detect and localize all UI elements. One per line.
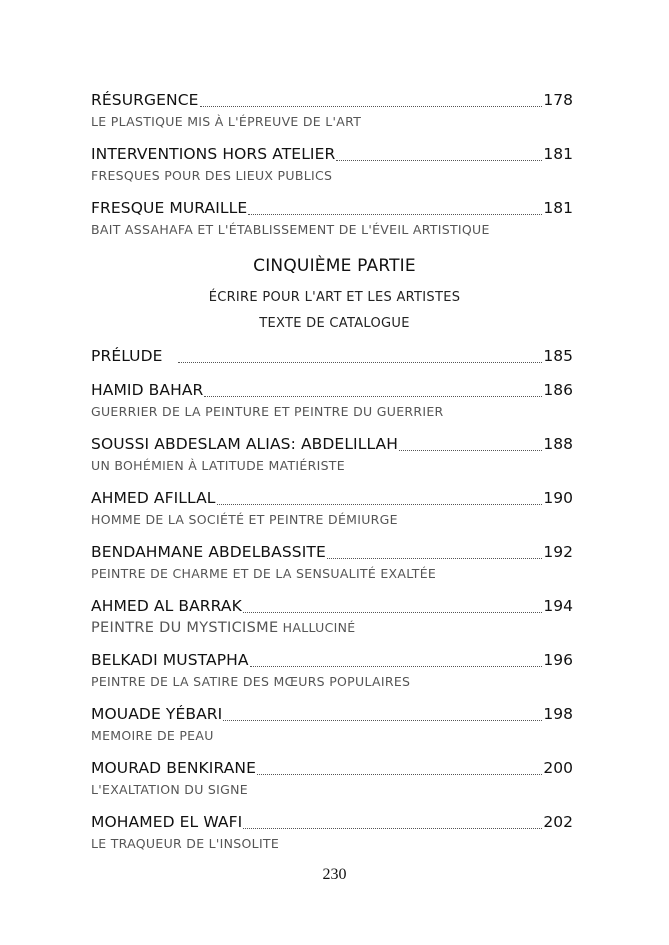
toc-entry-subtitle: LE TRAQUEUR DE L'INSOLITE [91,836,280,851]
subtitle-small-part: HALLUCINÉ [278,620,356,635]
toc-entry-page: 178 [543,91,573,109]
toc-entry[interactable] [91,541,573,583]
toc-entry-line [91,757,573,779]
dot-leader [178,361,543,363]
toc-entry-page: 196 [543,651,573,669]
toc-entry-subtitle: BAIT ASSAHAFA ET L'ÉTABLISSEMENT DE L'ÉVEIL ARTISTIQUE [91,222,490,237]
toc-entry-line [91,811,573,833]
dot-leader [217,503,543,505]
toc-entry-subtitle: GUERRIER DE LA PEINTURE ET PEINTRE DU GUERRIER [91,404,444,419]
toc-entry-title: HAMID BAHAR [91,381,204,399]
toc-entry-title: FRESQUE MURAILLE [91,199,248,217]
toc-entry-title: INTERVENTIONS HORS ATELIER [91,145,336,163]
part-title: CINQUIÈME PARTIE [253,256,416,276]
dot-leader [243,611,543,613]
toc-entry-line [91,89,573,111]
dot-leader [243,827,542,829]
toc-entry-title: MOHAMED EL WAFI [91,813,243,831]
toc-entry[interactable] [91,379,573,421]
dot-leader [200,105,543,107]
dot-leader [250,665,543,667]
toc-entry-page: 200 [543,759,573,777]
toc-entry-page: 198 [543,705,573,723]
toc-entry-subtitle: UN BOHÉMIEN À LATITUDE MATIÉRISTE [91,458,345,473]
toc-entry[interactable] [91,811,573,853]
toc-entry[interactable] [91,143,573,185]
toc-entry-page: 188 [543,435,573,453]
dot-leader [223,719,542,721]
toc-entry-line [91,541,573,563]
toc-entry[interactable] [91,433,573,475]
toc-entry-title: MOUADE YÉBARI [91,705,223,723]
toc-entry-page: 185 [543,347,573,365]
toc-entry[interactable] [91,703,573,745]
dot-leader [204,395,542,397]
dot-leader [327,557,543,559]
toc-entry-subtitle: PEINTRE DE CHARME ET DE LA SENSUALITÉ EXALTÉE [91,566,437,581]
toc-entry[interactable] [91,89,573,131]
toc-entry-prelude[interactable] [91,345,573,367]
page-number: 230 [322,866,347,883]
dot-leader [248,213,542,215]
toc-entry-subtitle [91,619,573,637]
toc-entry-page: 186 [543,381,573,399]
toc-entry-title: AHMED AFILLAL [91,489,216,507]
toc-entry-title: MOURAD BENKIRANE [91,759,257,777]
dot-leader [257,773,542,775]
toc-entry[interactable] [91,595,573,637]
toc-entry-line [91,345,573,367]
part-subtitle: ÉCRIRE POUR L'ART ET LES ARTISTES [208,290,461,305]
toc-entry-line [91,379,573,401]
toc-entry[interactable] [91,197,573,239]
toc-entry-line [91,487,573,509]
toc-entry-subtitle: PEINTRE DE LA SATIRE DES MŒURS POPULAIRES [91,674,411,689]
toc-entry-subtitle: LE PLASTIQUE MIS À L'ÉPREUVE DE L'ART [91,114,362,129]
dot-leader [399,449,542,451]
toc-entry-page: 192 [543,543,573,561]
toc-entry-page: 194 [543,597,573,615]
toc-entry-subtitle: FRESQUES POUR DES LIEUX PUBLICS [91,168,333,183]
toc-entry-line [91,197,573,219]
toc-entry-title: PRÉLUDE [91,347,163,365]
toc-entry-line [91,649,573,671]
toc-entry-line [91,595,573,617]
part-subtitle: TEXTE DE CATALOGUE [259,316,410,331]
dot-leader [336,159,542,161]
toc-entry-title: AHMED AL BARRAK [91,597,242,615]
toc-entry-title: SOUSSI ABDESLAM ALIAS: ABDELILLAH [91,435,399,453]
toc-entry-line [91,433,573,455]
toc-entry-subtitle: MEMOIRE DE PEAU [91,728,214,743]
toc-entry[interactable] [91,649,573,691]
toc-entry[interactable] [91,757,573,799]
toc-entry-line [91,703,573,725]
toc-entry-page: 202 [543,813,573,831]
subtitle-large-part: PEINTRE DU MYSTICISME [91,620,279,636]
toc-entry[interactable] [91,487,573,529]
toc-entry-line [91,143,573,165]
toc-entry-title: BENDAHMANE ABDELBASSITE [91,543,326,561]
toc-entry-page: 190 [543,489,573,507]
toc-entry-subtitle: L'EXALTATION DU SIGNE [91,782,248,797]
toc-entry-title: BELKADI MUSTAPHA [91,651,249,669]
toc-entry-page: 181 [543,199,573,217]
toc-entry-title: RÉSURGENCE [91,91,199,109]
toc-entry-subtitle: HOMME DE LA SOCIÉTÉ ET PEINTRE DÉMIURGE [91,512,398,527]
toc-entry-page: 181 [543,145,573,163]
